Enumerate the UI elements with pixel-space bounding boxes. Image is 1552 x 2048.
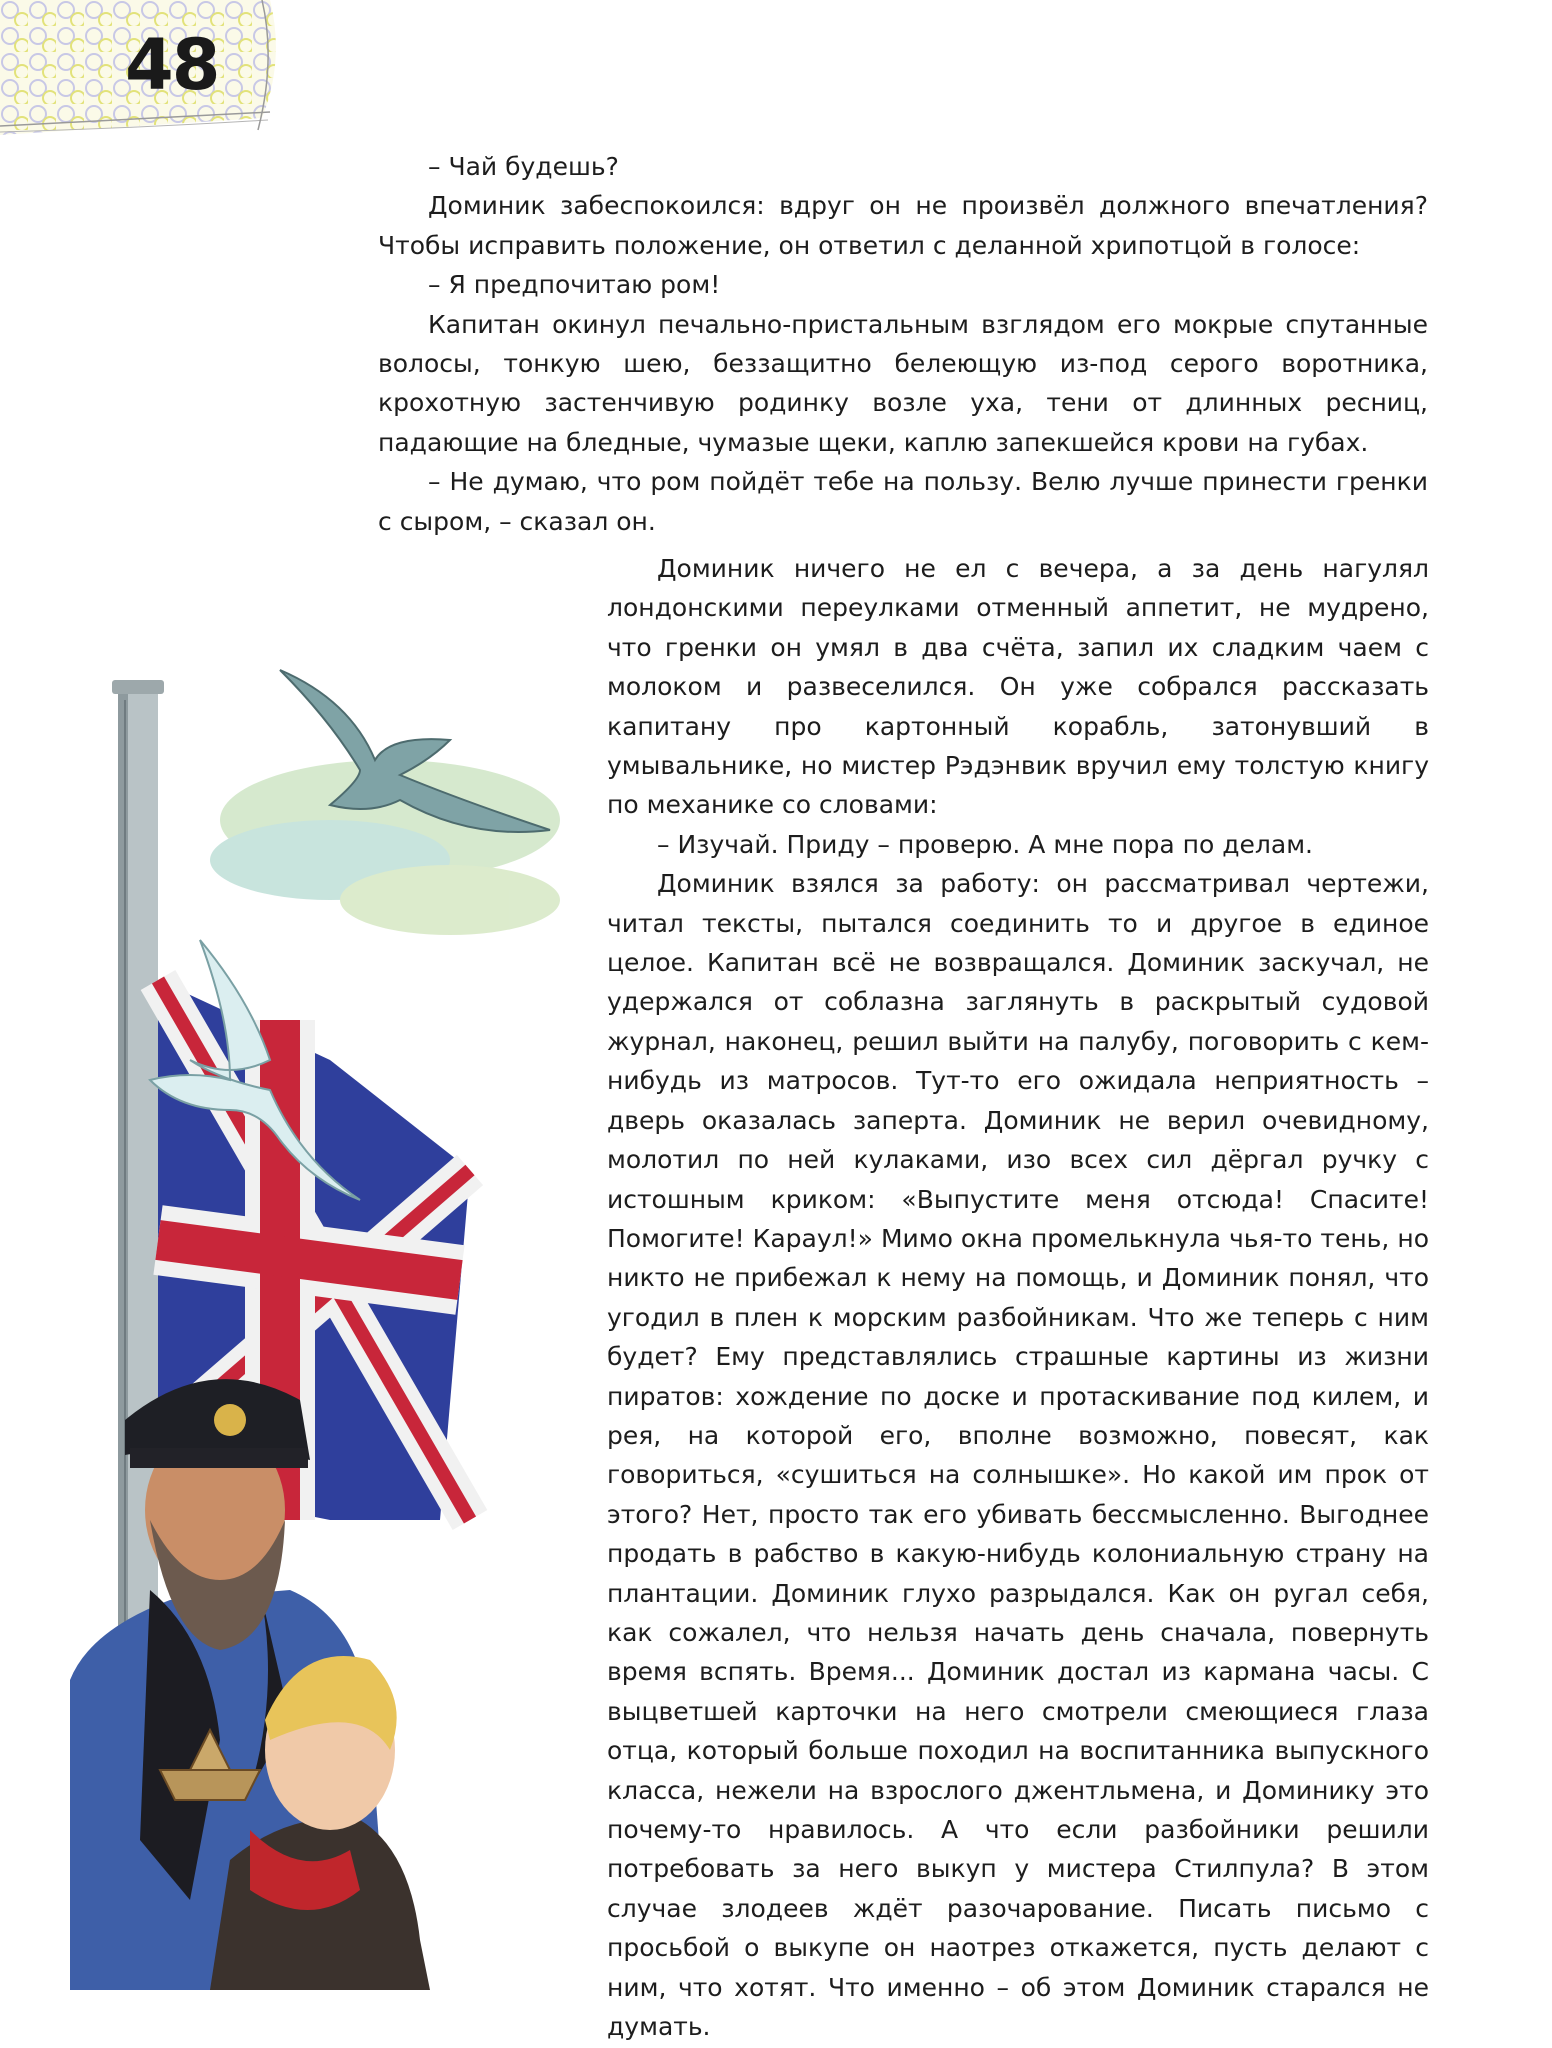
illustration-captain-and-boy	[30, 640, 590, 1990]
paragraph: Доминик забеспокоился: вдруг он не произвёл должного впечатления? Чтобы исправить положение, он ответил с деланной хрипотцой в голосе:	[378, 191, 1428, 260]
page-number: 48	[125, 24, 219, 106]
paragraph: – Изучай. Приду – проверю. А мне пора по делам.	[657, 829, 1314, 859]
paragraph: – Чай будешь?	[428, 152, 619, 181]
text-block-top	[378, 147, 1428, 541]
paragraph: Доминик взялся за работу: он рассматривал чертежи, читал тексты, пытался соединить то и другое в единое целое. Капитан всё не возвращался. Доминик заскучал, не удержался от соблазна заглянуть в раскрытый судовой журнал, наконец, решил выйти на палубу, поговорить с кем-нибудь из матросов. Тут-то его ожидала неприятность – дверь оказалась заперта. Доминик не верил очевидному, молотил по ней кулаками, изо всех сил дёргал ручку с истошным криком: «Выпустите меня отсюда! Спасите! Помогите! Караул!» Мимо окна промелькнула чья-то тень, но никто не прибежал к нему на помощь, и Доминик понял, что угодил в плен к морским разбойникам. Что же теперь с ним будет? Ему представлялись страшные картины из жизни пиратов: хождение по доске и протаскивание под килем, и рея, на которой его, вполне возможно, повесят, как говориться, «сушиться на солнышке». Но какой им прок от этого? Нет, просто так его убивать бессмысленно. Выгоднее продать в рабство в какую-нибудь колониальную страну на плантации. Доминик глухо разрыдался. Как он ругал себя, как сожалел, что нельзя начать день сначала, повернуть время вспять. Время... Доминик достал из кармана часы. С выцветшей карточки на него смотрели смеющиеся глаза отца, который больше походил на воспитанника выпускного класса, нежели на взрослого джентльмена, и Доминику это почему-то нравилось. А что если разбойники решили потребовать за него выкуп у мистера Стилпула? В этом случае злодеев ждёт разочарование. Писать письмо с просьбой о выкупе он наотрез откажется, пусть делают с ним, что хотят. Что именно – об этом Доминик старался не думать.	[607, 869, 1429, 2042]
paragraph: Доминик ничего не ел с вечера, а за день нагулял лондонскими переулками отменный аппетит, не мудрено, что гренки он умял в два счёта, запил их сладким чаем с молоком и развеселился. Он уже собрался рассказать капитану про картонный корабль, затонувший в умывальнике, но мистер Рэдэнвик вручил ему толстую книгу по механике со словами:	[607, 554, 1429, 820]
text-block-bottom	[607, 549, 1429, 2046]
paragraph: Капитан окинул печально-пристальным взглядом его мокрые спутанные волосы, тонкую шею, беззащитно белеющую из-под серого воротника, крохотную застенчивую родинку возле уха, тени от длинных ресниц, падающие на бледные, чумазые щеки, каплю запекшейся крови на губах.	[378, 309, 1428, 457]
paragraph: – Не думаю, что ром пойдёт тебе на пользу. Велю лучше принести гренки с сыром, – сказал он.	[378, 467, 1428, 536]
paragraph: – Я предпочитаю ром!	[428, 270, 721, 300]
